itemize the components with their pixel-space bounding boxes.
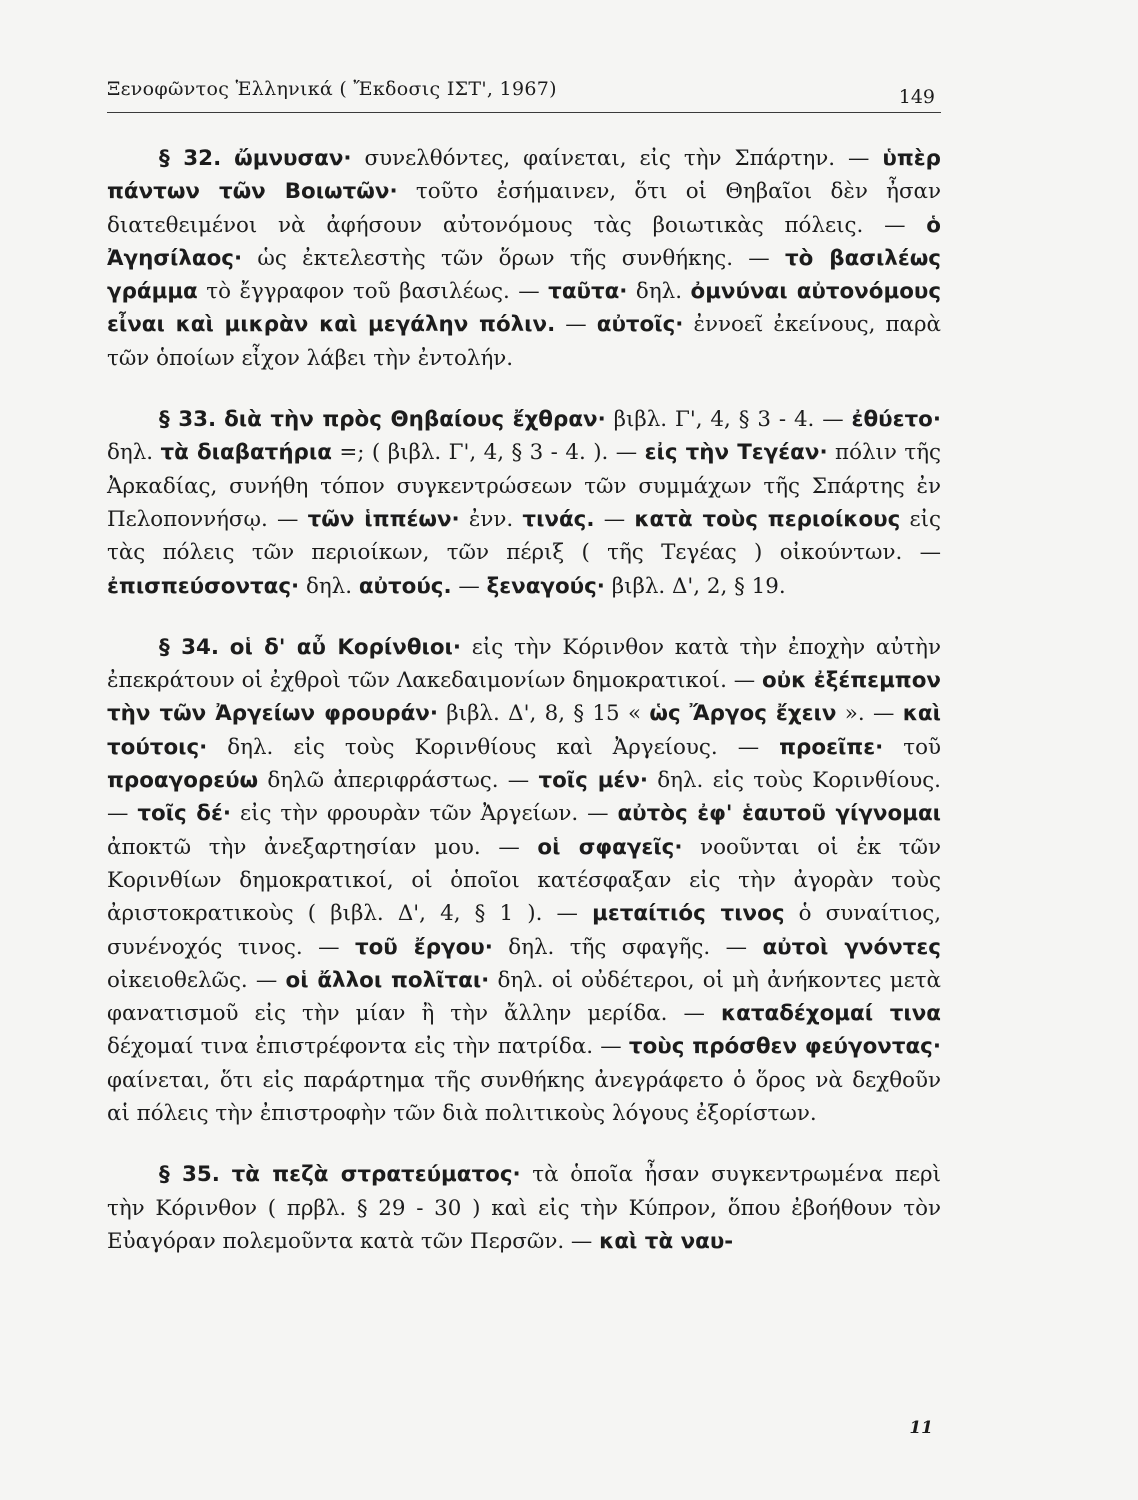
section-marker: 32.: [183, 146, 222, 171]
signature-mark: 11: [909, 1418, 933, 1438]
lemma-term: καταδέχομαί τινα: [720, 1001, 941, 1027]
lemma-term: ἐθύετο·: [851, 407, 941, 433]
gloss-text: [219, 635, 230, 660]
section-marker: 35.: [182, 1162, 220, 1188]
lemma-term: ὤμνυσαν·: [234, 146, 352, 171]
book-page: [107, 62, 941, 1462]
commentary-section-33: [107, 403, 941, 603]
gloss-text: [216, 407, 224, 432]
lemma-term: τοῖς μέν·: [538, 768, 649, 794]
lemma-term: αὐτοῖς·: [596, 312, 684, 338]
section-text: [107, 142, 941, 375]
gloss-text: ». —: [836, 701, 903, 727]
lemma-term: ἐπισπεύσοντας·: [107, 573, 300, 599]
gloss-text: βιβλ. Γ', 4, § 3 - 4. —: [605, 407, 852, 433]
lemma-term: προεῖπε·: [779, 734, 884, 760]
section-marker: 33.: [178, 407, 217, 433]
lemma-term: καὶ τὰ ναυ-: [599, 1228, 734, 1254]
commentary-section-34: [107, 631, 941, 1130]
lemma-term: προαγορεύω: [107, 768, 259, 794]
lemma-term: τῶν ἱππέων·: [307, 506, 460, 532]
gloss-text: οἰκειοθελῶς. —: [107, 967, 286, 993]
gloss-text: δηλ.: [299, 573, 359, 599]
gloss-text: =; ( βιβλ. Γ', 4, § 3 - 4. ). —: [331, 440, 645, 466]
lemma-term: τοῖς δέ·: [137, 801, 232, 827]
section-marker: §: [159, 407, 179, 433]
gloss-text: δηλ. εἰς τοὺς Κορινθίους καὶ Ἀργείους. —: [207, 734, 780, 760]
gloss-text: —: [594, 506, 635, 532]
gloss-text: —: [555, 312, 597, 338]
gloss-text: δηλ. οἱ οὐδέτεροι, οἱ μὴ ἀνήκοντες μετὰ φανατισμοῦ εἰς τὴν μίαν ἢ τὴν ἄλλην μερίδα. —: [107, 967, 941, 1027]
gloss-text: τοῦτο ἐσήμαινεν, ὅτι οἱ Θηβαῖοι δὲν ἦσαν διατεθειμένοι νὰ ἀφήσουν αὐτονόμους τὰς βοιωτικὰς πόλεις. —: [107, 179, 942, 238]
gloss-text: εἰς τὰς πόλεις τῶν περιοίκων, τῶν πέριξ ( τῆς Τεγέας ) οἰκούντων. —: [107, 506, 941, 566]
lemma-term: τοὺς πρόσθεν φεύγοντας·: [628, 1034, 941, 1060]
section-text: [107, 403, 941, 603]
lemma-term: οὐκ ἐξέπεμπον τὴν τῶν Ἀργείων φρουράν·: [107, 668, 941, 727]
section-marker: §: [159, 634, 182, 660]
gloss-text: ὡς ἐκτελεστὴς τῶν ὅρων τῆς συνθήκης. —: [242, 245, 785, 271]
gloss-text: τὰ ὁποῖα ἦσαν συγκεντρωμένα περὶ τὴν Κόρινθον ( πρβλ. § 29 - 30 ) καὶ εἰς τὴν Κύπρον, ὅπου ἐβοήθουν τὸν Εὐαγόραν πολεμοῦντα κατὰ τῶν Περσῶν. —: [107, 1162, 941, 1254]
gloss-text: ἐνν.: [459, 506, 523, 532]
gloss-text: νοοῦνται οἱ ἐκ τῶν Κορινθίων δημοκρατικοί, οἱ ὁποῖοι κατέσφαξαν εἰς τὴν ἀγορὰν τοὺς ἀριστοκρατικοὺς ( βιβλ. Δ', 4, § 1 ). —: [107, 834, 941, 927]
lemma-term: οἱ ἄλλοι πολῖται·: [285, 967, 490, 993]
lemma-term: αὐτὸς ἐφ' ἑαυτοῦ γίγνομαι: [617, 801, 941, 827]
gloss-text: φαίνεται, ὅτι εἰς παράρτημα τῆς συνθήκης ἀνεγράφετο ὁ ὅρος νὰ δεχθοῦν αἱ πόλεις τὴν ἐπιστροφὴν τῶν διὰ πολιτικοὺς λόγους ἐξορίστων.: [107, 1067, 941, 1127]
gloss-text: [220, 1162, 232, 1187]
commentary-section-35: [107, 1158, 941, 1258]
section-marker: 34.: [181, 634, 219, 660]
lemma-term: ξεναγούς·: [486, 573, 605, 599]
running-header: [107, 72, 941, 113]
lemma-term: εἰς τὴν Τεγέαν·: [644, 440, 828, 466]
lemma-term: ὑπὲρ πάντων τῶν Βοιωτῶν·: [107, 146, 941, 205]
gloss-text: βιβλ. Δ', 2, § 19.: [604, 573, 786, 599]
gloss-text: δηλ.: [107, 440, 161, 466]
lemma-term: τὰ διαβατήρια: [160, 440, 332, 466]
gloss-text: δηλῶ ἀπεριφράστως. —: [258, 768, 539, 794]
commentary-body: [107, 142, 941, 1286]
lemma-term: τὸ βασιλέως γράμμα: [107, 245, 941, 305]
gloss-text: τοῦ: [883, 734, 942, 760]
gloss-text: συνελθόντες, φαίνεται, εἰς τὴν Σπάρτην. —: [351, 146, 883, 171]
lemma-term: ὁ Ἀγησίλαος·: [107, 212, 941, 271]
gloss-text: βιβλ. Δ', 8, § 15 «: [437, 701, 650, 727]
lemma-term: καὶ τούτοις·: [107, 701, 941, 760]
gloss-text: δηλ.: [627, 279, 691, 305]
gloss-text: δηλ. εἰς τοὺς Κορινθίους. —: [107, 768, 941, 827]
section-marker: §: [159, 146, 184, 171]
page-number: 149: [898, 86, 935, 108]
gloss-text: εἰς τὴν Κόρινθον κατὰ τὴν ἐποχὴν αὐτὴν ἐπεκράτουν οἱ ἐχθροὶ τῶν Λακεδαιμονίων δημοκρατικοί. —: [107, 634, 941, 694]
gloss-text: δηλ. τῆς σφαγῆς. —: [492, 934, 763, 960]
lemma-term: κατὰ τοὺς περιοίκους: [634, 506, 901, 532]
gloss-text: [221, 146, 234, 171]
lemma-term: οἱ δ' αὖ Κορίνθιοι·: [229, 634, 462, 660]
gloss-text: πόλιν τῆς Ἀρκαδίας, συνήθη τόπον συγκεντρώσεων τῶν συμμάχων τῆς Σπάρτης ἐν Πελοποννήσῳ. —: [107, 440, 941, 532]
lemma-term: ὀμνύναι αὐτονόμους εἶναι καὶ μικρὰν καὶ μεγάλην πόλιν.: [107, 279, 942, 338]
header-title: Ξενοφῶντος Ἑλληνικά ( Ἔκδοσις ΙΣΤ', 1967): [107, 78, 557, 100]
lemma-term: τινάς.: [522, 506, 595, 532]
gloss-text: ἐννοεῖ ἐκείνους, παρὰ τῶν ὁποίων εἶχον λάβει τὴν ἐντολήν.: [107, 312, 941, 371]
lemma-term: οἱ σφαγεῖς·: [537, 834, 683, 860]
gloss-text: εἰς τὴν φρουρὰν τῶν Ἀργείων. —: [231, 801, 618, 827]
lemma-term: διὰ τὴν πρὸς Θηβαίους ἔχθραν·: [224, 407, 606, 433]
gloss-text: ἀποκτῶ τὴν ἀνεξαρτησίαν μου. —: [107, 834, 538, 860]
lemma-term: ὡς Ἄργος ἔχειν: [649, 701, 837, 727]
lemma-term: τὰ πεζὰ στρατεύματος·: [231, 1162, 521, 1188]
gloss-text: τὸ ἔγγραφον τοῦ βασιλέως. —: [197, 279, 549, 305]
section-marker: §: [159, 1162, 183, 1188]
section-text: [107, 1158, 941, 1258]
lemma-term: μεταίτιός τινος: [592, 901, 785, 927]
lemma-term: τοῦ ἔργου·: [354, 934, 493, 960]
lemma-term: ταῦτα·: [548, 279, 628, 305]
section-text: [107, 631, 941, 1130]
commentary-section-32: [107, 142, 941, 375]
gloss-text: —: [451, 573, 487, 599]
gloss-text: δέχομαί τινα ἐπιστρέφοντα εἰς τὴν πατρίδα. —: [107, 1034, 629, 1060]
gloss-text: ὁ συναίτιος, συνένοχός τινος. —: [107, 901, 941, 960]
lemma-term: αὐτούς.: [358, 573, 452, 599]
lemma-term: αὐτοὶ γνόντες: [762, 934, 941, 960]
